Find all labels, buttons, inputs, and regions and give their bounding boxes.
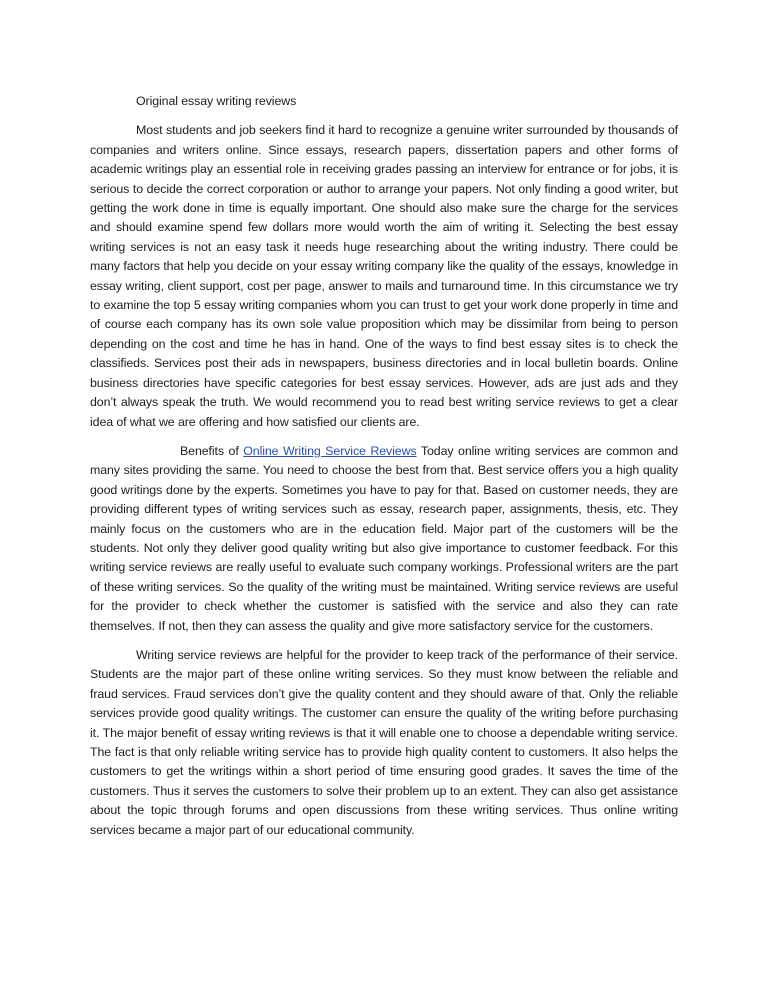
paragraph-benefits-text: Today online writing services are common and many sites providing the same. You need to choose the best from that. Best service offers you a high quality good writings done by the experts. Sometimes you have to pay for that. Based on customer needs, they are providing different types of writing services such as essay, research paper, assignments, thesis, etc. They mainly focus on the customers who are in the education field. Major part of the customers will be the students. Not only they deliver good quality writing but also give importance to customer feedback. For this writing service reviews are really useful to evaluate such company workings. Professional writers are the part of these writing services. So the quality of the writing must be maintained. Writing service reviews are useful for the provider to check whether the customer is satisfied with the service and also they can rate themselves. If not, then they can assess the quality and give more satisfactory service for the customers.: [90, 443, 678, 633]
paragraph-benefits: [90, 442, 678, 636]
paragraph-intro: Most students and job seekers find it hard to recognize a genuine writer surrounded by thousands of companies and writers online. Since essays, research papers, dissertation papers and other forms of academic writings play an essential role in receiving grades passing an interview for entrance or for jobs, it is serious to decide the correct corporation or author to arrange your papers. Not only finding a good writer, but getting the work done in time is equally important. One should also make sure the charge for the services and should examine spend few dollars more would worth the aim of writing it. Selecting the best essay writing services is not an easy task it needs huge researching about the writing industry. There could be many factors that help you decide on your essay writing company like the quality of the essays, knowledge in essay writing, client support, cost per page, answer to mails and turnaround time. In this circumstance we try to examine the top 5 essay writing companies whom you can trust to get your work done properly in time and of course each company has its own sole value proposition which may be dissimilar from being to person depending on the cost and time he has in hand. One of the ways to find best essay sites is to check the classifieds. Services post their ads in newspapers, business directories and in local bulletin boards. Online business directories have specific categories for best essay services. However, ads are just ads and they don’t always speak the truth. We would recommend you to read best writing service reviews to get a clear idea of what we are offering and how satisfied our clients are.: [90, 123, 678, 429]
online-writing-service-reviews-link[interactable]: Online Writing Service Reviews: [243, 443, 417, 458]
document-title: Original essay writing reviews: [136, 94, 297, 108]
paragraph-reviews: Writing service reviews are helpful for the provider to keep track of the performance of their service. Students are the major part of these online writing services. So they must know between the reliable and fraud services. Fraud services don’t give the quality content and they should aware of that. Only the reliable services provide good quality writings. The customer can ensure the quality of the writing before purchasing it. The major benefit of essay writing reviews is that it will enable one to choose a dependable writing service. The fact is that only reliable writing service has to provide high quality content to customers. It also helps the customers to get the writings within a short period of time ensuring good grades. It saves the time of the customers. Thus it serves the customers to solve their problem up to an extent. They can also get assistance about the topic through forums and open discussions from these writing services. Thus online writing services became a major part of our educational community.: [90, 647, 678, 837]
paragraph-benefits-lead: Benefits of: [180, 443, 244, 458]
document-page: [90, 92, 678, 850]
